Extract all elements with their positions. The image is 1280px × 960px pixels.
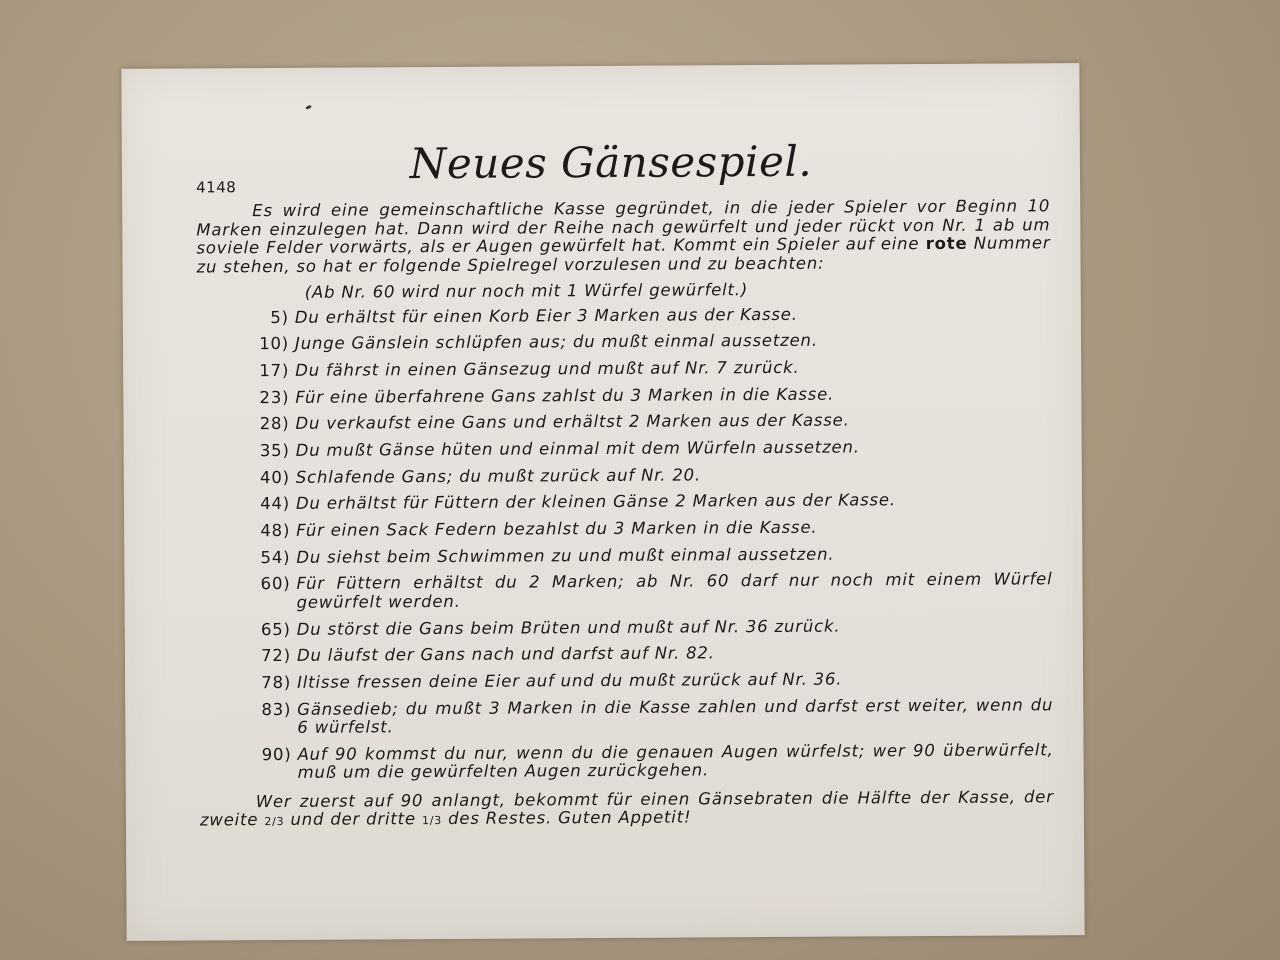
ink-smudge: [305, 105, 312, 110]
rule-text: Für einen Sack Federn bezahlst du 3 Marken in die Kasse.: [296, 517, 818, 540]
rule-item: [199, 669, 1053, 693]
rule-number: 5): [270, 307, 289, 327]
rule-item: [197, 384, 1051, 408]
page-title: Neues Gänsespiel.: [409, 136, 813, 189]
rules-sheet: [121, 63, 1084, 941]
rule-item: [198, 571, 1052, 613]
rule-text: Du verkaufst eine Gans und erhältst 2 Marken aus der Kasse.: [295, 410, 850, 434]
rule-number: 44): [260, 494, 291, 514]
rule-number: 90): [261, 744, 292, 764]
rule-number: 65): [260, 619, 291, 639]
closing-paragraph: [200, 788, 1054, 832]
rule-number: 28): [259, 414, 290, 434]
rule-text: Du siehst beim Schwimmen zu und mußt einmal aussetzen.: [296, 544, 835, 567]
rule-item: [197, 304, 1051, 328]
rule-item: [198, 544, 1052, 568]
rule-text: Du fährst in einen Gänsezug und mußt auf Nr. 7 zurück.: [295, 357, 800, 380]
dice-note: (Ab Nr. 60 wird nur noch mit 1 Würfel gewürfelt.): [304, 280, 749, 302]
rule-text: Iltisse fressen deine Eier auf und du mußt zurück auf Nr. 36.: [297, 669, 843, 692]
rule-item: [198, 491, 1052, 515]
rule-text: Für Füttern erhältst du 2 Marken; ab Nr. 60 darf nur noch mit einem Würfel gewürfelt werden.: [296, 569, 1053, 612]
rule-text: Du erhältst für einen Korb Eier 3 Marken aus der Kasse.: [294, 304, 798, 327]
rule-item: [197, 411, 1051, 435]
rule-text: Für eine überfahrene Gans zahlst du 3 Marken in die Kasse.: [295, 384, 835, 407]
rule-text: Junge Gänslein schlüpfen aus; du mußt einmal aussetzen.: [294, 330, 818, 354]
rule-text: Schlafende Gans; du mußt zurück auf Nr. 20.: [295, 465, 702, 487]
rule-item: [198, 464, 1052, 488]
rule-item: [199, 741, 1053, 783]
rule-number: 48): [260, 520, 291, 541]
rule-number: 60): [260, 574, 291, 594]
rule-number: 35): [259, 440, 290, 461]
fraction-two-thirds: 2/3: [264, 815, 285, 829]
rules-list: [197, 304, 1054, 784]
intro-text-start: Es wird eine gemeinschaftliche Kasse gegründet, in die jeder Spieler vor Beginn 10 Marken einzulegen hat. Dann wird der Reihe nach gewürfelt und jeder rückt von Nr. 1 ab um soviele Felder vorwärts, als er Augen gewürfelt hat. Kommt ein Spieler auf eine: [196, 196, 1051, 258]
fraction-one-third: 1/3: [421, 814, 443, 828]
rule-text: Du läufst der Gans nach und darfst auf Nr. 82.: [296, 643, 715, 666]
rule-item: [198, 437, 1052, 461]
rule-number: 54): [260, 547, 291, 567]
rule-number: 23): [259, 387, 290, 407]
intro-emphasis-rote: rote: [925, 233, 968, 254]
rule-item: [197, 357, 1051, 381]
closing-text-end: des Restes. Guten Appetit!: [448, 807, 692, 829]
rule-item: [199, 696, 1053, 738]
rule-item: [198, 517, 1052, 541]
rule-item: [199, 643, 1053, 667]
closing-text-start: Wer zuerst auf 90 anlangt, bekommt für einen Gänsebraten die Hälfte der Kasse, der zweite: [199, 787, 1054, 830]
rule-number: 72): [261, 646, 291, 666]
rules-body: [196, 197, 1054, 832]
rule-number: 78): [261, 672, 292, 693]
rule-text: Du störst die Gans beim Brüten und mußt auf Nr. 36 zurück.: [296, 616, 841, 639]
rule-text: Auf 90 kommst du nur, wenn du die genauen Augen würfelst; wer 90 überwürfelt, muß um die gewürfelten Augen zurückgehen.: [297, 740, 1054, 783]
rule-number: 10): [259, 334, 290, 354]
rule-number: 17): [259, 360, 290, 380]
rule-text: Du erhältst für Füttern der kleinen Gänse 2 Marken aus der Kasse.: [295, 490, 896, 514]
rule-number: 40): [259, 467, 290, 487]
rule-item: [199, 616, 1053, 640]
catalog-number: 4148: [196, 178, 237, 197]
intro-paragraph: [196, 197, 1050, 276]
rule-item: [197, 330, 1051, 354]
intro-text-end: Nummer zu stehen, so hat er folgende Spielregel vorzulesen und zu beachten:: [196, 233, 1051, 276]
rule-number: 83): [261, 699, 292, 719]
rule-text: Du mußt Gänse hüten und einmal mit dem Würfeln aussetzen.: [295, 437, 860, 460]
closing-text-middle: und der dritte: [290, 809, 416, 830]
rule-text: Gänsedieb; du mußt 3 Marken in die Kasse zahlen und darfst erst weiter, wenn du 6 würfelst.: [297, 694, 1054, 737]
